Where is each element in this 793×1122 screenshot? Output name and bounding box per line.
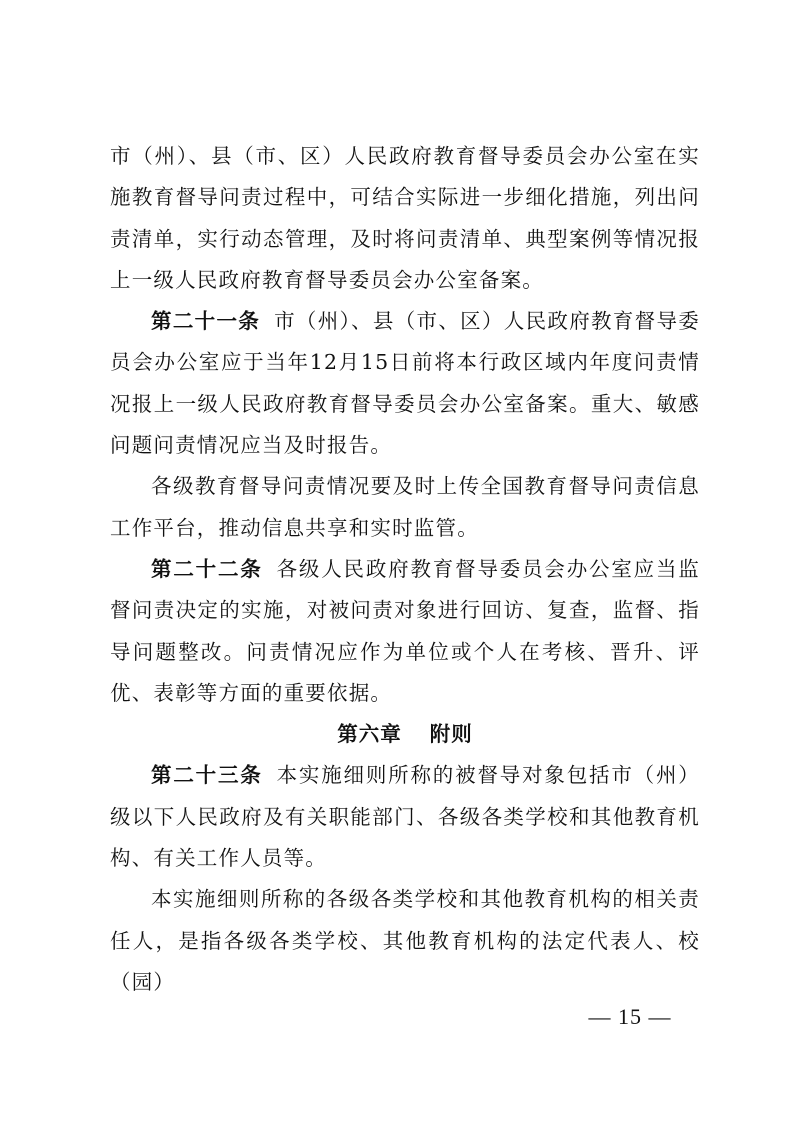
chapter-number: 第六章 [337, 722, 402, 747]
article-23-label: 第二十三条 [151, 763, 263, 788]
article-23 [110, 755, 700, 879]
page-number: — 15 — [588, 1004, 672, 1029]
chapter-title: 附则 [429, 722, 473, 747]
article-21 [110, 301, 700, 466]
paragraph-responsible-persons: 本实施细则所称的各级各类学校和其他教育机构的相关责任人，是指各级各类学校、其他教育机构的法定代表人、校（园） [110, 887, 700, 994]
chapter-heading [110, 714, 700, 755]
paragraph-platform: 各级教育督导问责情况要及时上传全国教育督导问责信息工作平台，推动信息共享和实时监管。 [110, 474, 700, 540]
paragraph-continuation: 市（州）、县（市、区）人民政府教育督导委员会办公室在实施教育督导问责过程中，可结合实际进一步细化措施，列出问责清单，实行动态管理，及时将问责清单、典型案例等情况报上一级人民政府教育督导委员会办公室备案。 [110, 144, 700, 292]
article-22 [110, 549, 700, 714]
article-22-label: 第二十二条 [151, 556, 263, 581]
article-22-text: 各级人民政府教育督导委员会办公室应当监督问责决定的实施，对被问责对象进行回访、复查，监督、指导问题整改。问责情况应作为单位或个人在考核、晋升、评优、表彰等方面的重要依据。 [110, 556, 700, 705]
article-21-text: 市（州）、县（市、区）人民政府教育督导委员会办公室应于当年12月15日前将本行政区域内年度问责情况报上一级人民政府教育督导委员会办公室备案。重大、敏感问题问责情况应当及时报告。 [110, 309, 701, 458]
document-body [110, 136, 700, 1003]
article-23-text: 本实施细则所称的被督导对象包括市（州）级以下人民政府及有关职能部门、各级各类学校和其他教育机构、有关工作人员等。 [110, 763, 700, 871]
article-21-label: 第二十一条 [151, 309, 261, 334]
